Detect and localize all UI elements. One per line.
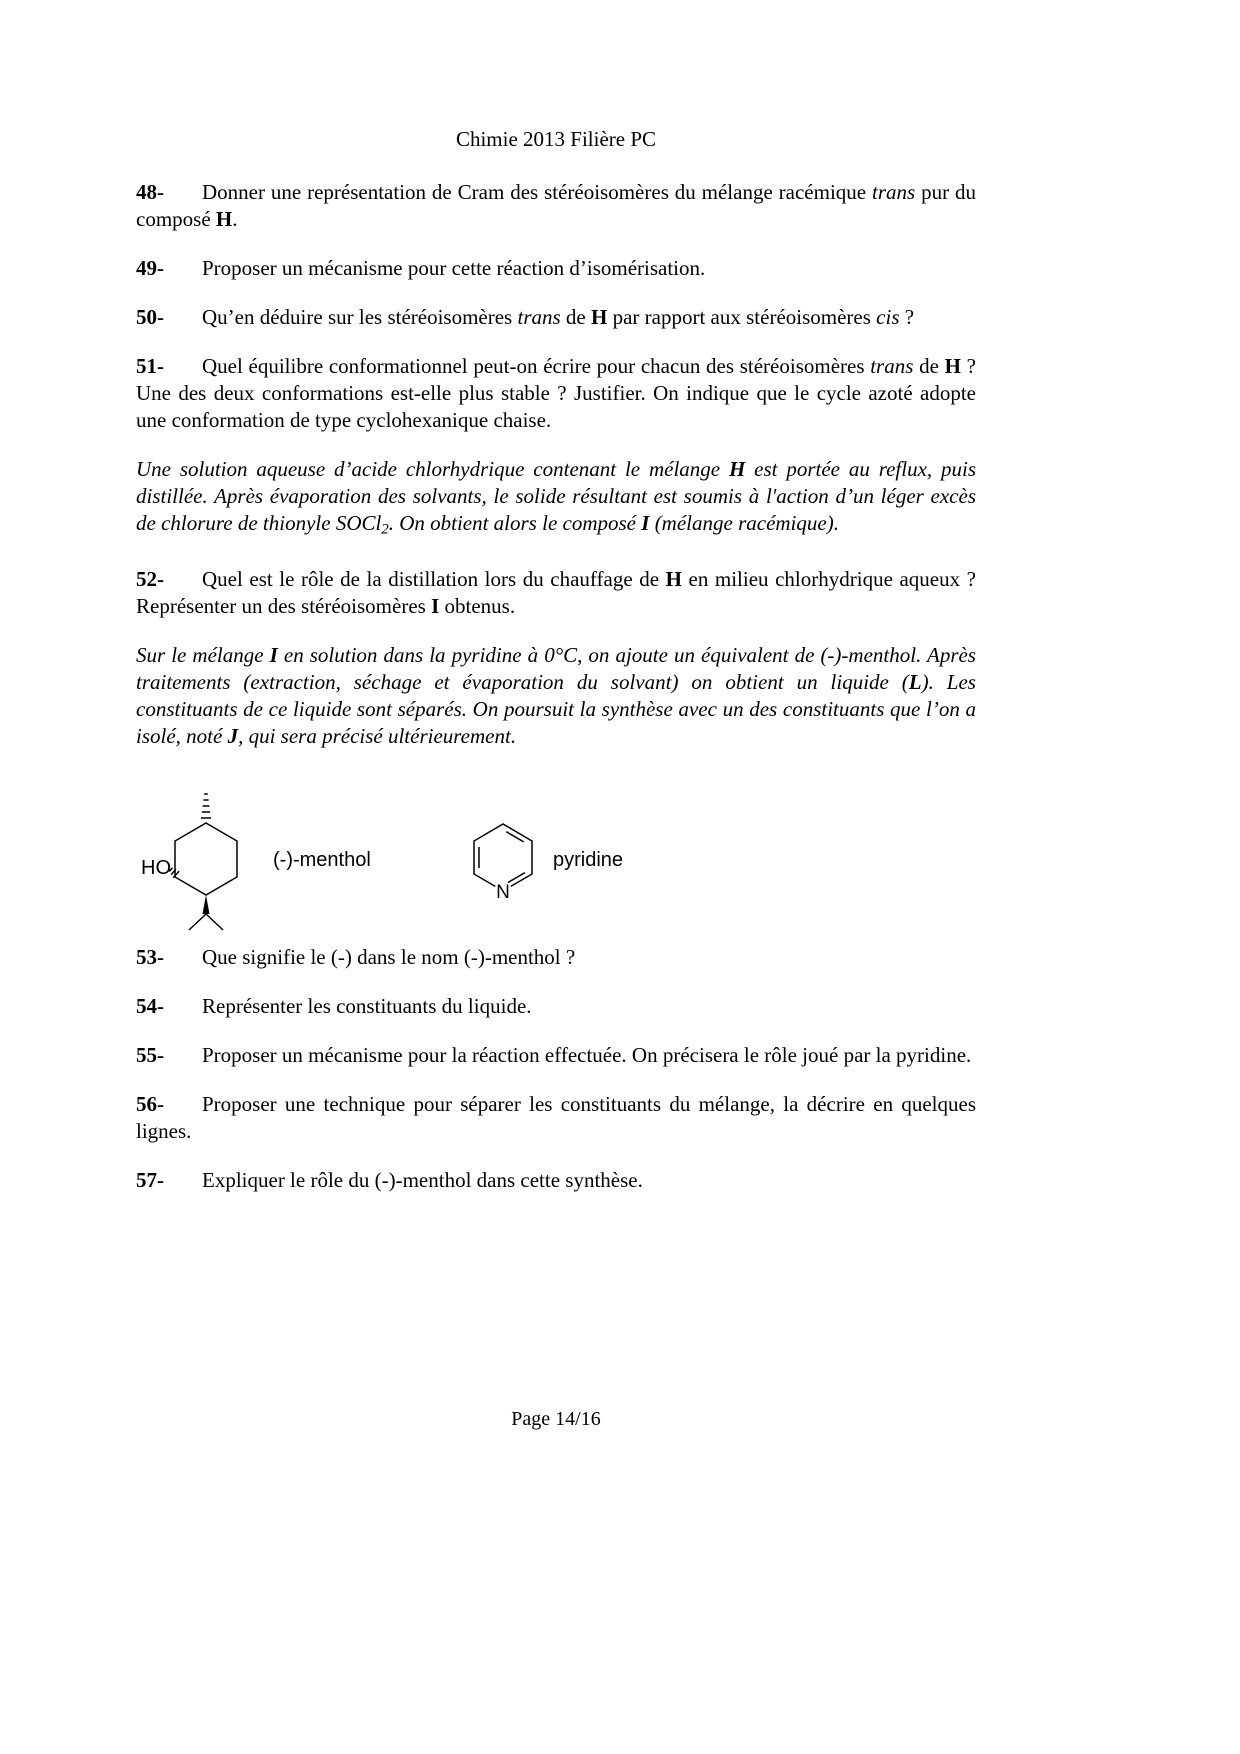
question-57-text: Expliquer le rôle du (-)-menthol dans cette synthèse. — [202, 1167, 643, 1192]
pyridine-ring — [474, 824, 532, 886]
question-48-number: 48- — [136, 180, 164, 204]
hydroxyl-label: HO — [141, 856, 171, 879]
question-51 — [136, 353, 976, 434]
question-48 — [136, 179, 976, 233]
cyclohexane-ring — [175, 823, 237, 895]
menthol-label: (-)-menthol — [273, 848, 371, 871]
wedge-bond — [203, 895, 210, 914]
isopropyl-group — [189, 895, 223, 930]
menthol-structure — [169, 794, 237, 930]
question-57-number: 57- — [136, 1167, 164, 1192]
question-50-text: Qu’en déduire sur les stéréoisomères trans de H par rapport aux stéréoisomères cis ? — [202, 305, 915, 329]
question-55 — [136, 1042, 976, 1069]
double-bond-bottom-right — [508, 872, 525, 882]
question-50-number: 50- — [136, 305, 164, 329]
question-54 — [136, 993, 976, 1020]
reagents-figure — [136, 772, 976, 944]
double-bond-top-right — [506, 831, 523, 841]
question-57 — [136, 1167, 976, 1194]
question-54-text: Représenter les constituants du liquide. — [202, 993, 532, 1018]
nitrogen-label: N — [496, 881, 510, 903]
question-49-number: 49- — [136, 256, 164, 280]
question-49-text: Proposer un mécanisme pour cette réaction d’isomérisation. — [202, 256, 706, 280]
question-48-text: Donner une représentation de Cram des stéréoisomères du mélange racémique trans pur du composé H. — [136, 180, 976, 231]
question-52-text: Quel est le rôle de la distillation lors du chauffage de H en milieu chlorhydrique aqueux ? Représenter un des stéréoisomères I obtenus. — [136, 566, 976, 618]
pyridine-label: pyridine — [553, 848, 624, 871]
question-50 — [136, 304, 976, 331]
page-number: Page 14/16 — [511, 1408, 601, 1430]
context-paragraph-2: Sur le mélange I en solution dans la pyridine à 0°C, on ajoute un équivalent de (-)-menthol. Après traitements (extraction, séchage et évaporation du solvant) on obtient un liquide (L). Les constituants de ce liquide sont séparés. On poursuit la synthèse avec un des constituants que l’on a isolé, noté J, qui sera précisé ultérieurement. — [136, 642, 976, 748]
document-title: Chimie 2013 Filière PC — [455, 127, 657, 151]
pyridine-structure — [474, 824, 532, 886]
question-55-number: 55- — [136, 1042, 164, 1067]
question-52 — [136, 566, 976, 620]
question-55-text: Proposer un mécanisme pour la réaction effectuée. On précisera le rôle joué par la pyridine. — [202, 1042, 972, 1067]
question-51-text: Quel équilibre conformationnel peut-on écrire pour chacun des stéréoisomères trans de H ? Une des deux conformations est-elle plus stable ? Justifier. On indique que le cycle azoté adopte une conformation de type cyclohexanique chaise. — [136, 354, 977, 432]
question-53-number: 53- — [136, 944, 164, 969]
question-52-number: 52- — [136, 566, 164, 591]
question-51-number: 51- — [136, 354, 164, 378]
question-56-text: Proposer une technique pour séparer les constituants du mélange, la décrire en quelques lignes. — [136, 1091, 976, 1143]
question-49 — [136, 255, 976, 282]
hashed-methyl-bond — [201, 794, 211, 818]
question-53-text: Que signifie le (-) dans le nom (-)-menthol ? — [202, 944, 576, 969]
context-paragraph-1: Une solution aqueuse d’acide chlorhydrique contenant le mélange H est portée au reflux, puis distillée. Après évaporation des solvants, le solide résultant est soumis à l'action d’un léger excès de chlorure de thionyle SOCl$_2$. On obtient alors le composé I (mélange racémique). — [136, 457, 977, 538]
question-54-number: 54- — [136, 993, 164, 1018]
question-56-number: 56- — [136, 1091, 164, 1116]
question-53 — [136, 944, 976, 971]
question-56 — [136, 1091, 976, 1145]
